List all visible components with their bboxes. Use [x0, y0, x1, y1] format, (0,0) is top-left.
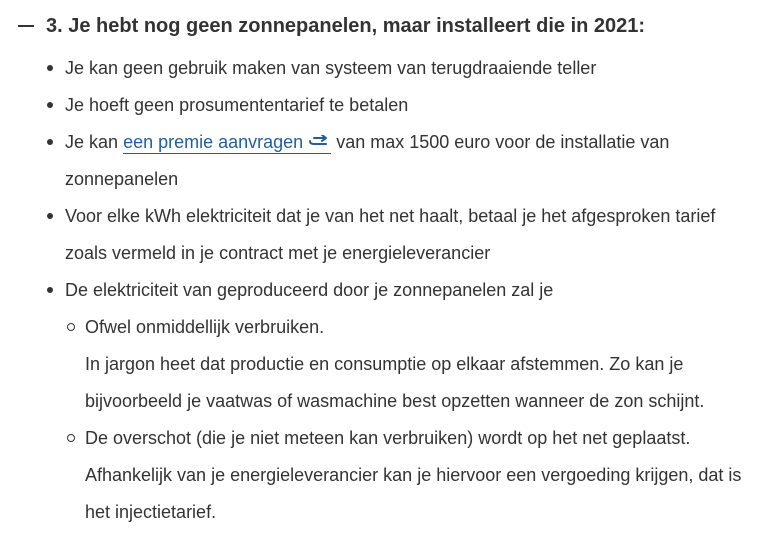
link-text: een premie aanvragen: [123, 132, 304, 152]
list-item: [47, 198, 756, 272]
list-item: [47, 87, 756, 124]
premium-application-link[interactable]: [123, 132, 331, 154]
list-item-text-before: Je kan: [65, 132, 119, 152]
collapse-dash-icon[interactable]: [18, 25, 34, 27]
sub-list-item: [67, 420, 756, 531]
list-item-text: De elektriciteit van geproduceerd door je zonnepanelen zal je: [65, 280, 554, 300]
sub-item-detail: Afhankelijk van je energieleverancier kan je hiervoor een vergoeding krijgen, dat is het injectietarief.: [85, 465, 742, 522]
external-redirect-arrow-icon: [309, 135, 331, 149]
list-item-text-after: van max 1500 euro voor de installatie van zonnepanelen: [65, 132, 670, 189]
accordion-header[interactable]: [18, 12, 756, 40]
sub-item-title: De overschot (die je niet meteen kan verbruiken) wordt op het net geplaatst.: [85, 428, 691, 448]
sub-item-title: Ofwel onmiddellijk verbruiken.: [85, 317, 325, 337]
sub-list: [65, 309, 756, 531]
section-heading: 3. Je hebt nog geen zonnepanelen, maar installeert die in 2021:: [46, 15, 646, 37]
list-item-text: Je hoeft geen prosumententarief te betalen: [65, 95, 409, 115]
list-item: [47, 124, 756, 198]
list-item-text: Je kan geen gebruik maken van systeem van terugdraaiende teller: [65, 58, 597, 78]
bullet-list: [18, 50, 756, 531]
list-item-text: Voor elke kWh elektriciteit dat je van het net haalt, betaal je het afgesproken tarief zoals vermeld in je contract met je energieleverancier: [65, 206, 716, 263]
sub-list-item: [67, 309, 756, 420]
list-item: [47, 272, 756, 531]
list-item: [47, 50, 756, 87]
sub-item-detail: In jargon heet dat productie en consumptie op elkaar afstemmen. Zo kan je bijvoorbeeld je vaatwas of wasmachine best opzetten wanneer de zon schijnt.: [85, 354, 705, 411]
